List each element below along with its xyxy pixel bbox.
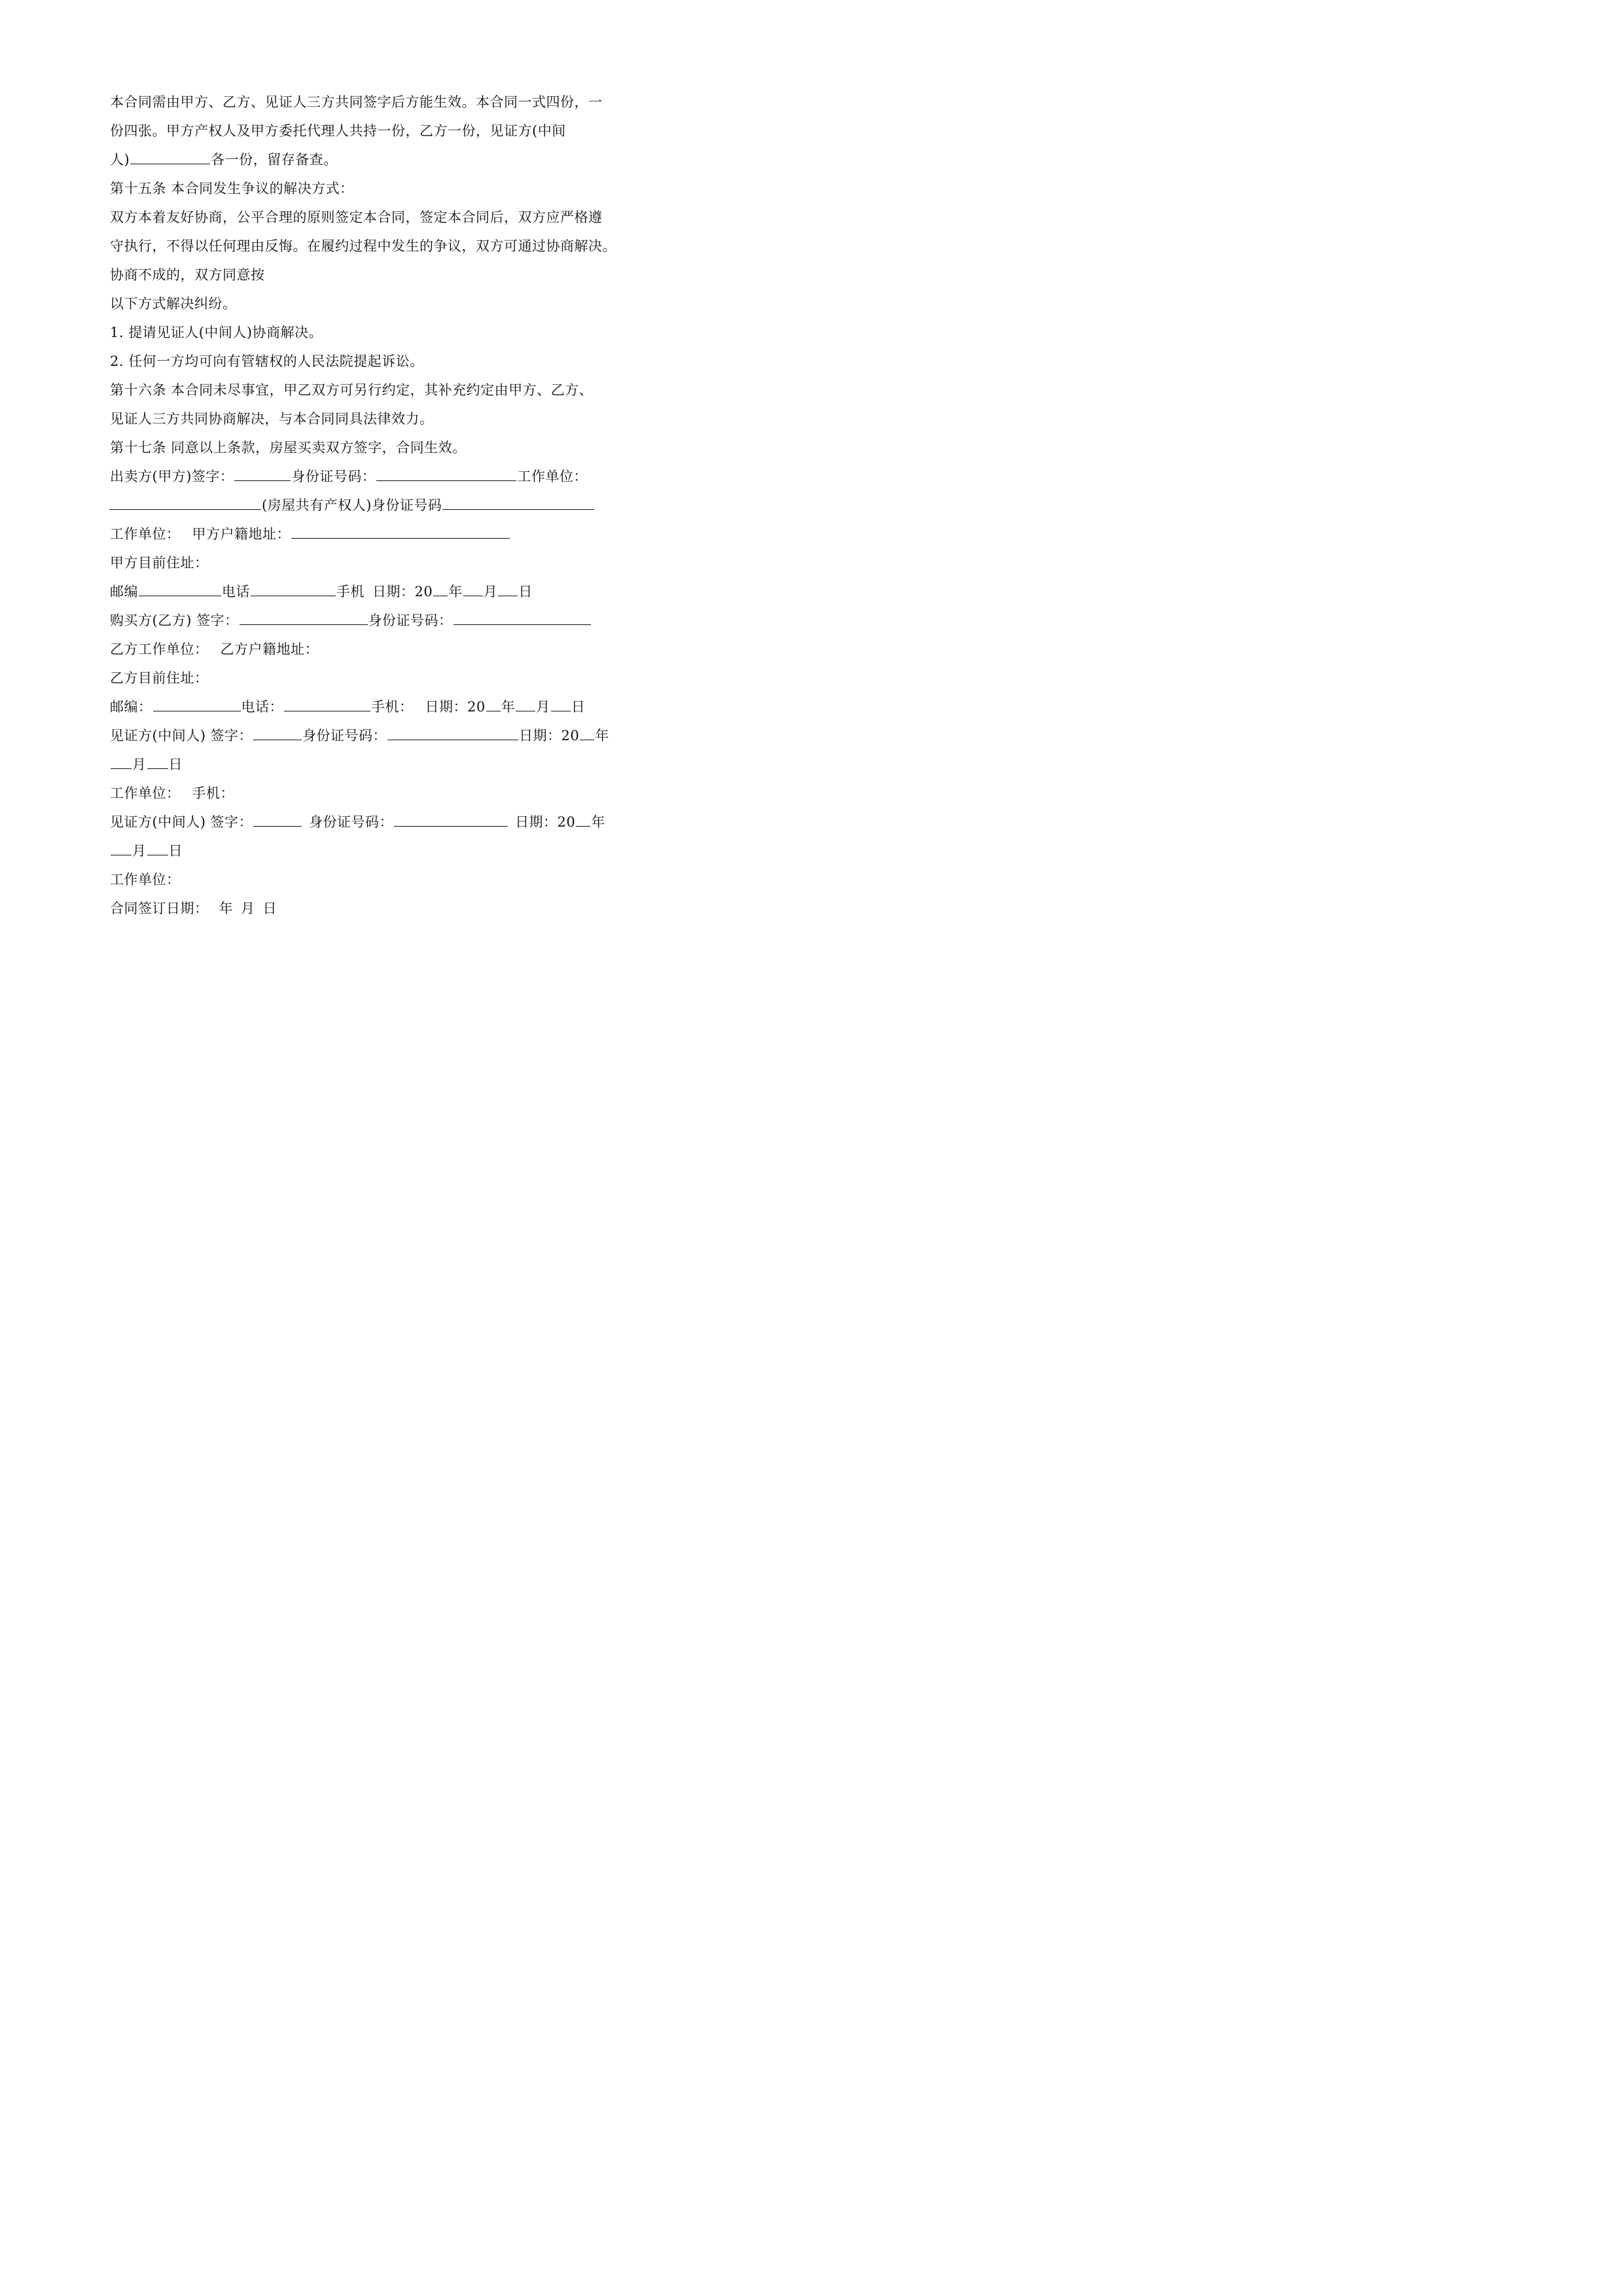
signing-day-label: 日 <box>262 901 277 916</box>
witness2-id-label: 身份证号码： <box>309 814 394 830</box>
buyer-household-label: 乙方户籍地址： <box>220 641 319 657</box>
article-15-line-1: 双方本着友好协商，公平合理的原则签定本合同，签定本合同后，双方应严格遵 <box>110 209 603 225</box>
article-15-item-1: 1. 提请见证人(中间人)协商解决。 <box>110 325 323 340</box>
witness1-sign-line <box>110 726 609 745</box>
buyer-sign-label: 购买方(乙方) 签字： <box>110 613 239 628</box>
witness2-sign-line <box>110 812 605 832</box>
buyer-month-field[interactable] <box>516 698 535 711</box>
buyer-date-label: 日期：20 <box>425 699 486 715</box>
seller-postcode-label: 邮编 <box>110 584 138 600</box>
witness2-day-label: 日 <box>168 843 183 859</box>
witness1-day-field[interactable] <box>147 755 168 769</box>
buyer-work-label: 乙方工作单位： <box>110 641 209 657</box>
article-15-item-2: 2. 任何一方均可向有管辖权的人民法院提起诉讼。 <box>110 353 424 369</box>
validity-line-3-prefix: 人) <box>110 152 130 168</box>
coowner-id-field[interactable] <box>442 496 594 510</box>
witness1-id-field[interactable] <box>387 726 518 740</box>
seller-month-label: 月 <box>483 584 498 600</box>
article-16-line-1: 第十六条 本合同未尽事宜，甲乙双方可另行约定，其补充约定由甲方、乙方、 <box>110 382 594 398</box>
witness1-day-label: 日 <box>168 757 183 772</box>
witness1-signature-field[interactable] <box>253 726 302 740</box>
seller-mobile-label: 手机 <box>336 584 365 600</box>
witness1-year-field[interactable] <box>580 726 594 740</box>
signing-month-label: 月 <box>241 901 255 916</box>
witness2-work-label: 工作单位： <box>110 872 181 888</box>
contract-page <box>0 0 720 1018</box>
seller-sign-line <box>110 467 588 486</box>
signing-date-label: 合同签订日期： <box>110 901 209 916</box>
buyer-year-field[interactable] <box>486 698 501 711</box>
seller-work-label: 工作单位： <box>517 469 588 484</box>
coowner-name-field[interactable] <box>109 496 261 510</box>
seller-household-field[interactable] <box>291 525 510 539</box>
witness1-mobile-label: 手机： <box>192 785 234 801</box>
buyer-phone-label: 电话： <box>241 699 283 715</box>
copy-holder-blank[interactable] <box>130 151 210 164</box>
witness1-id-label: 身份证号码： <box>302 728 387 744</box>
buyer-day-field[interactable] <box>551 698 571 711</box>
witness1-month-label: 月 <box>132 757 147 772</box>
buyer-day-label: 日 <box>571 699 586 715</box>
buyer-phone-field[interactable] <box>284 698 370 711</box>
seller-signature-field[interactable] <box>234 467 291 481</box>
witness1-work-label: 工作单位： <box>110 785 181 801</box>
article-16-line-2: 见证人三方共同协商解决，与本合同同具法律效力。 <box>110 411 434 427</box>
validity-line-3-suffix: 各一份，留存备查。 <box>211 152 338 168</box>
seller-phone-field[interactable] <box>251 583 336 596</box>
seller-year-label: 年 <box>448 584 463 600</box>
article-15-line-3: 协商不成的，双方同意按 <box>110 267 265 283</box>
seller-work-label-2: 工作单位： <box>110 526 181 542</box>
seller-day-field[interactable] <box>498 583 518 596</box>
seller-postcode-field[interactable] <box>139 583 221 596</box>
witness2-year-field[interactable] <box>576 813 590 827</box>
seller-date-label: 日期：20 <box>372 584 433 600</box>
seller-household-label: 甲方户籍地址： <box>192 526 291 542</box>
witness2-day-field[interactable] <box>147 842 168 855</box>
coowner-line <box>109 495 595 515</box>
article-15-line-4: 以下方式解决纠纷。 <box>110 296 237 312</box>
article-15-heading: 第十五条 本合同发生争议的解决方式： <box>110 181 354 196</box>
coowner-label: (房屋共有产权人)身份证号码 <box>262 497 442 513</box>
witness2-month-label: 月 <box>132 843 147 859</box>
buyer-postcode-label: 邮编： <box>110 699 152 715</box>
signing-year-label: 年 <box>219 901 233 916</box>
article-17-line-1: 第十七条 同意以上条款，房屋买卖双方签字，合同生效。 <box>110 440 467 456</box>
witness1-work-line <box>110 783 234 803</box>
witness2-id-field[interactable] <box>394 813 508 827</box>
witness2-signature-field[interactable] <box>253 813 302 827</box>
witness2-year-label: 年 <box>591 814 605 830</box>
buyer-year-label: 年 <box>501 699 516 715</box>
buyer-signature-field[interactable] <box>240 611 368 625</box>
seller-work-household-line <box>110 524 510 544</box>
seller-sign-label: 出卖方(甲方)签字： <box>110 469 234 484</box>
witness2-month-field[interactable] <box>111 842 132 855</box>
witness1-sign-label: 见证方(中间人) 签字： <box>110 728 253 744</box>
buyer-postcode-field[interactable] <box>153 698 241 711</box>
seller-address-label: 甲方目前住址： <box>110 555 209 571</box>
seller-id-label: 身份证号码： <box>291 469 376 484</box>
witness1-date-line <box>110 755 183 774</box>
validity-line-1: 本合同需由甲方、乙方、见证人三方共同签字后方能生效。本合同一式四份，一 <box>110 94 603 110</box>
witness1-month-field[interactable] <box>111 755 132 769</box>
signing-date-line <box>110 899 277 918</box>
witness2-date-label: 日期：20 <box>515 814 576 830</box>
seller-day-label: 日 <box>518 584 533 600</box>
witness1-year-label: 年 <box>595 728 609 744</box>
seller-month-field[interactable] <box>463 583 483 596</box>
article-15-line-2: 守执行，不得以任何理由反悔。在履约过程中发生的争议，双方可通过协商解决。 <box>110 238 616 254</box>
witness2-sign-label: 见证方(中间人) 签字： <box>110 814 253 830</box>
witness1-date-label: 日期：20 <box>519 728 580 744</box>
buyer-address-label: 乙方目前住址： <box>110 670 209 686</box>
buyer-contact-line <box>110 697 585 717</box>
seller-id-field[interactable] <box>376 467 516 481</box>
seller-phone-label: 电话 <box>222 584 250 600</box>
buyer-id-label: 身份证号码： <box>368 613 453 628</box>
seller-contact-line <box>110 582 533 601</box>
witness2-date-line <box>110 841 183 861</box>
buyer-month-label: 月 <box>536 699 550 715</box>
buyer-mobile-label: 手机： <box>371 699 414 715</box>
validity-line-2: 份四张。甲方产权人及甲方委托代理人共持一份，乙方一份，见证方(中间 <box>110 123 566 139</box>
buyer-sign-line <box>110 611 592 630</box>
buyer-work-household-line <box>110 639 319 659</box>
validity-line-3 <box>110 150 338 170</box>
seller-year-field[interactable] <box>433 583 448 596</box>
buyer-id-field[interactable] <box>454 611 591 625</box>
